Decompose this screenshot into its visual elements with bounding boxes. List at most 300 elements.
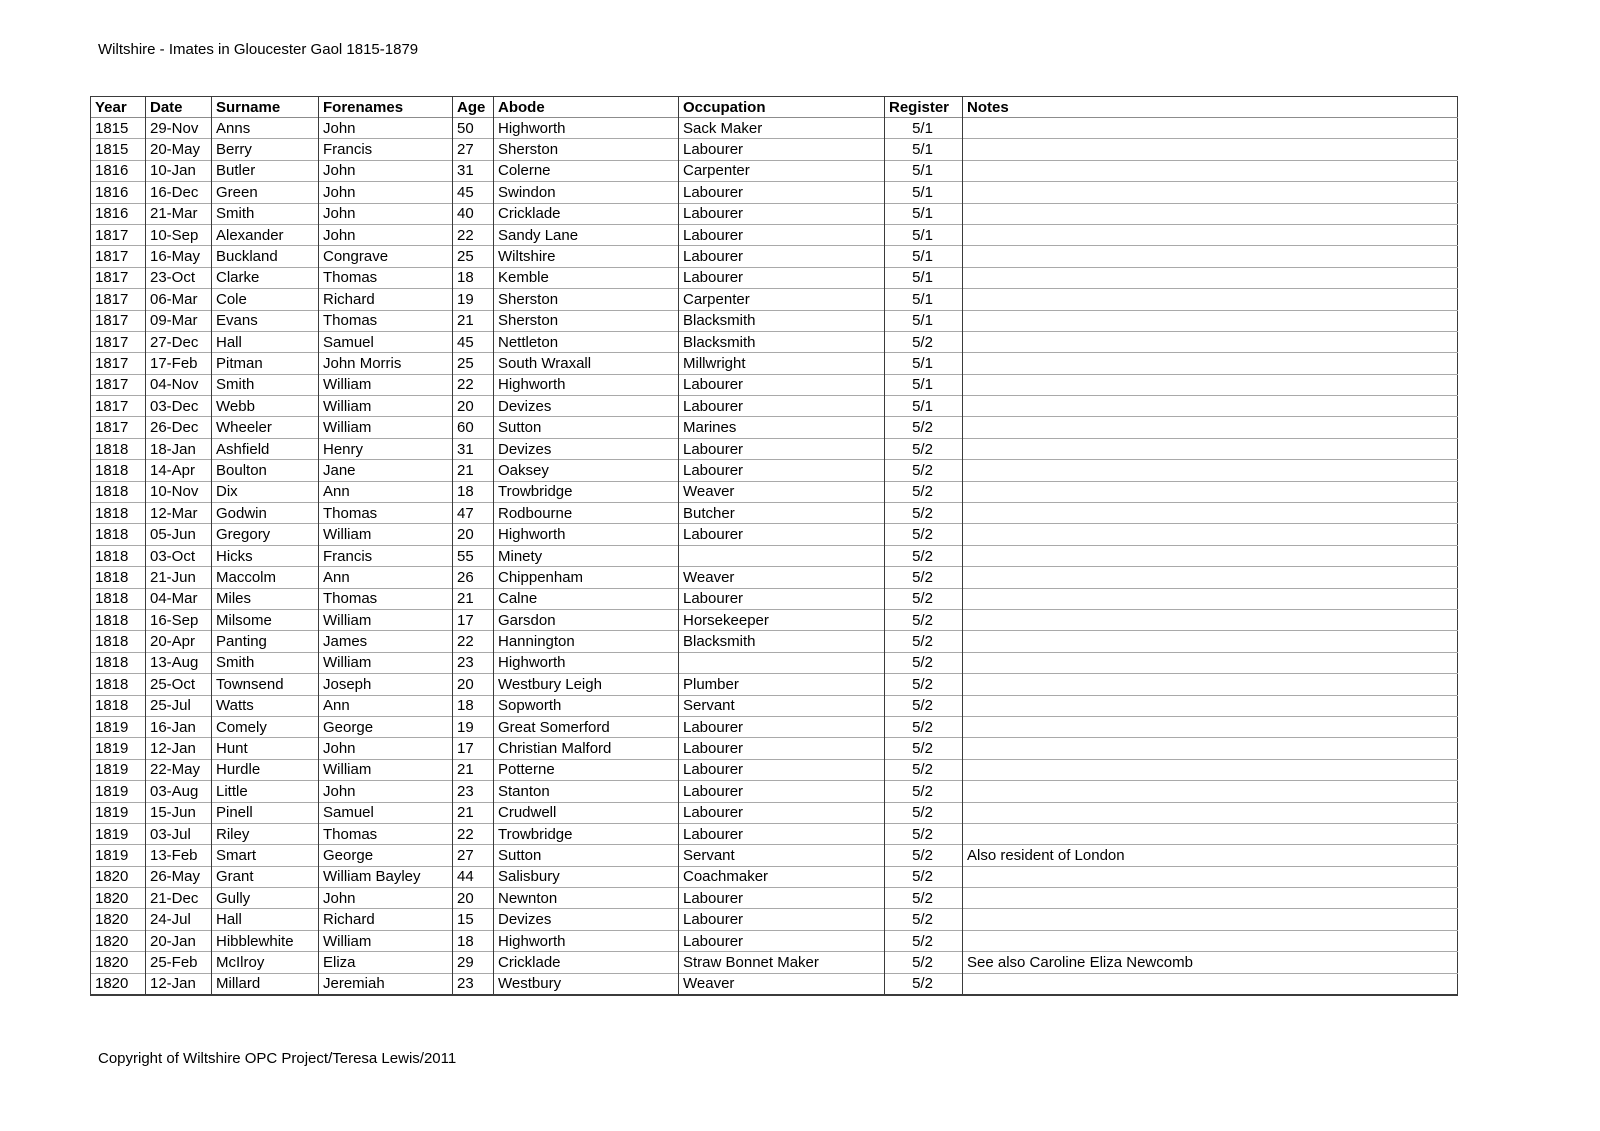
cell-date: 20-Apr [146, 631, 212, 652]
cell-abode: Highworth [494, 930, 679, 951]
cell-forenames: Ann [319, 695, 453, 716]
cell-notes [963, 267, 1458, 288]
cell-surname: Gully [212, 888, 319, 909]
column-header-age: Age [453, 97, 494, 118]
cell-year: 1817 [91, 417, 146, 438]
cell-abode: Highworth [494, 652, 679, 673]
cell-age: 21 [453, 588, 494, 609]
cell-forenames: William Bayley [319, 866, 453, 887]
column-header-year: Year [91, 97, 146, 118]
cell-age: 45 [453, 182, 494, 203]
cell-date: 24-Jul [146, 909, 212, 930]
cell-year: 1819 [91, 823, 146, 844]
cell-date: 04-Mar [146, 588, 212, 609]
cell-register: 5/2 [885, 823, 963, 844]
cell-abode: Sutton [494, 417, 679, 438]
cell-age: 23 [453, 781, 494, 802]
cell-register: 5/1 [885, 267, 963, 288]
cell-forenames: John [319, 224, 453, 245]
cell-abode: Highworth [494, 118, 679, 139]
cell-abode: Devizes [494, 396, 679, 417]
cell-register: 5/2 [885, 845, 963, 866]
column-header-date: Date [146, 97, 212, 118]
cell-age: 25 [453, 246, 494, 267]
cell-forenames: Francis [319, 545, 453, 566]
cell-forenames: Richard [319, 909, 453, 930]
cell-register: 5/1 [885, 203, 963, 224]
cell-abode: Sherston [494, 289, 679, 310]
cell-surname: Ashfield [212, 438, 319, 459]
cell-notes [963, 930, 1458, 951]
table-header [91, 97, 1458, 118]
cell-age: 22 [453, 374, 494, 395]
cell-register: 5/2 [885, 631, 963, 652]
cell-occupation: Straw Bonnet Maker [679, 952, 885, 973]
cell-surname: Maccolm [212, 567, 319, 588]
cell-age: 19 [453, 289, 494, 310]
cell-notes [963, 738, 1458, 759]
cell-date: 12-Mar [146, 503, 212, 524]
cell-occupation: Servant [679, 845, 885, 866]
cell-notes [963, 888, 1458, 909]
cell-date: 03-Dec [146, 396, 212, 417]
cell-forenames: Francis [319, 139, 453, 160]
cell-forenames: William [319, 930, 453, 951]
cell-surname: Green [212, 182, 319, 203]
cell-register: 5/2 [885, 952, 963, 973]
cell-year: 1817 [91, 396, 146, 417]
cell-age: 22 [453, 823, 494, 844]
cell-forenames: Samuel [319, 331, 453, 352]
column-header-forenames: Forenames [319, 97, 453, 118]
table-row [91, 567, 1458, 588]
cell-register: 5/2 [885, 866, 963, 887]
cell-occupation: Labourer [679, 909, 885, 930]
cell-age: 31 [453, 160, 494, 181]
cell-occupation: Labourer [679, 738, 885, 759]
cell-year: 1817 [91, 267, 146, 288]
cell-year: 1818 [91, 695, 146, 716]
cell-abode: Colerne [494, 160, 679, 181]
cell-date: 23-Oct [146, 267, 212, 288]
cell-occupation: Labourer [679, 182, 885, 203]
cell-occupation: Labourer [679, 438, 885, 459]
cell-age: 47 [453, 503, 494, 524]
cell-forenames: Thomas [319, 823, 453, 844]
cell-notes [963, 417, 1458, 438]
cell-surname: Hibblewhite [212, 930, 319, 951]
cell-age: 18 [453, 930, 494, 951]
table-row [91, 331, 1458, 352]
cell-surname: Anns [212, 118, 319, 139]
table-row [91, 460, 1458, 481]
cell-forenames: William [319, 417, 453, 438]
column-header-abode: Abode [494, 97, 679, 118]
column-header-notes: Notes [963, 97, 1458, 118]
inmates-table [90, 96, 1458, 996]
cell-year: 1817 [91, 224, 146, 245]
cell-year: 1820 [91, 930, 146, 951]
cell-abode: Swindon [494, 182, 679, 203]
cell-forenames: Thomas [319, 588, 453, 609]
cell-abode: Cricklade [494, 952, 679, 973]
cell-age: 50 [453, 118, 494, 139]
cell-notes [963, 652, 1458, 673]
cell-date: 03-Aug [146, 781, 212, 802]
cell-occupation: Labourer [679, 203, 885, 224]
table-row [91, 139, 1458, 160]
cell-date: 18-Jan [146, 438, 212, 459]
cell-year: 1818 [91, 545, 146, 566]
cell-occupation: Blacksmith [679, 310, 885, 331]
cell-notes: Also resident of London [963, 845, 1458, 866]
cell-surname: Wheeler [212, 417, 319, 438]
cell-register: 5/1 [885, 118, 963, 139]
cell-age: 18 [453, 481, 494, 502]
cell-register: 5/1 [885, 160, 963, 181]
cell-surname: Hicks [212, 545, 319, 566]
table-row [91, 866, 1458, 887]
cell-register: 5/2 [885, 417, 963, 438]
cell-year: 1818 [91, 631, 146, 652]
cell-occupation: Coachmaker [679, 866, 885, 887]
column-header-occupation: Occupation [679, 97, 885, 118]
cell-surname: Townsend [212, 674, 319, 695]
cell-register: 5/2 [885, 738, 963, 759]
cell-date: 12-Jan [146, 973, 212, 995]
cell-year: 1817 [91, 310, 146, 331]
cell-age: 45 [453, 331, 494, 352]
cell-forenames: John [319, 182, 453, 203]
cell-date: 25-Feb [146, 952, 212, 973]
cell-surname: Gregory [212, 524, 319, 545]
cell-date: 26-Dec [146, 417, 212, 438]
cell-surname: Smart [212, 845, 319, 866]
table-row [91, 909, 1458, 930]
table-row [91, 524, 1458, 545]
cell-age: 26 [453, 567, 494, 588]
cell-notes [963, 609, 1458, 630]
cell-notes [963, 524, 1458, 545]
cell-abode: Christian Malford [494, 738, 679, 759]
table-row [91, 481, 1458, 502]
cell-date: 06-Mar [146, 289, 212, 310]
cell-age: 17 [453, 738, 494, 759]
cell-age: 40 [453, 203, 494, 224]
cell-abode: Kemble [494, 267, 679, 288]
cell-age: 21 [453, 460, 494, 481]
cell-notes [963, 909, 1458, 930]
cell-date: 20-Jan [146, 930, 212, 951]
cell-notes [963, 139, 1458, 160]
cell-occupation: Labourer [679, 759, 885, 780]
cell-year: 1816 [91, 182, 146, 203]
cell-occupation: Carpenter [679, 160, 885, 181]
cell-surname: Dix [212, 481, 319, 502]
cell-year: 1819 [91, 781, 146, 802]
cell-date: 20-May [146, 139, 212, 160]
cell-forenames: William [319, 524, 453, 545]
cell-abode: Westbury Leigh [494, 674, 679, 695]
cell-register: 5/2 [885, 909, 963, 930]
cell-surname: Millard [212, 973, 319, 995]
cell-register: 5/2 [885, 674, 963, 695]
cell-notes [963, 716, 1458, 737]
cell-age: 18 [453, 695, 494, 716]
cell-age: 15 [453, 909, 494, 930]
table-body [91, 118, 1458, 996]
table-row [91, 503, 1458, 524]
cell-forenames: Thomas [319, 267, 453, 288]
cell-forenames: Jeremiah [319, 973, 453, 995]
table-row [91, 310, 1458, 331]
cell-forenames: Joseph [319, 674, 453, 695]
cell-date: 16-Sep [146, 609, 212, 630]
cell-year: 1820 [91, 909, 146, 930]
cell-year: 1815 [91, 139, 146, 160]
cell-abode: Devizes [494, 438, 679, 459]
cell-notes [963, 823, 1458, 844]
cell-surname: Godwin [212, 503, 319, 524]
cell-date: 27-Dec [146, 331, 212, 352]
cell-abode: South Wraxall [494, 353, 679, 374]
cell-surname: Hall [212, 909, 319, 930]
cell-year: 1818 [91, 652, 146, 673]
cell-surname: Pinell [212, 802, 319, 823]
cell-age: 20 [453, 396, 494, 417]
cell-year: 1820 [91, 973, 146, 995]
cell-notes [963, 246, 1458, 267]
cell-age: 21 [453, 310, 494, 331]
cell-notes [963, 781, 1458, 802]
table-row [91, 888, 1458, 909]
cell-year: 1817 [91, 374, 146, 395]
cell-register: 5/2 [885, 588, 963, 609]
cell-date: 13-Feb [146, 845, 212, 866]
cell-notes [963, 759, 1458, 780]
cell-year: 1818 [91, 588, 146, 609]
cell-age: 18 [453, 267, 494, 288]
cell-notes: See also Caroline Eliza Newcomb [963, 952, 1458, 973]
cell-age: 21 [453, 802, 494, 823]
cell-register: 5/1 [885, 374, 963, 395]
cell-occupation: Weaver [679, 973, 885, 995]
cell-occupation: Labourer [679, 930, 885, 951]
cell-occupation: Labourer [679, 781, 885, 802]
cell-date: 22-May [146, 759, 212, 780]
cell-register: 5/1 [885, 353, 963, 374]
cell-abode: Crudwell [494, 802, 679, 823]
table-row [91, 545, 1458, 566]
cell-abode: Hannington [494, 631, 679, 652]
cell-register: 5/2 [885, 888, 963, 909]
cell-date: 26-May [146, 866, 212, 887]
cell-age: 25 [453, 353, 494, 374]
table-row [91, 930, 1458, 951]
table-row [91, 160, 1458, 181]
table-row [91, 246, 1458, 267]
cell-surname: Smith [212, 203, 319, 224]
cell-year: 1820 [91, 888, 146, 909]
cell-occupation: Sack Maker [679, 118, 885, 139]
cell-register: 5/2 [885, 331, 963, 352]
cell-surname: Butler [212, 160, 319, 181]
table-row [91, 118, 1458, 139]
cell-date: 21-Jun [146, 567, 212, 588]
cell-abode: Sherston [494, 310, 679, 331]
cell-register: 5/1 [885, 310, 963, 331]
cell-surname: Little [212, 781, 319, 802]
cell-occupation: Labourer [679, 716, 885, 737]
table-row [91, 716, 1458, 737]
table-row [91, 738, 1458, 759]
cell-year: 1817 [91, 246, 146, 267]
cell-register: 5/2 [885, 524, 963, 545]
cell-register: 5/1 [885, 396, 963, 417]
cell-occupation [679, 652, 885, 673]
table-row [91, 588, 1458, 609]
cell-year: 1817 [91, 289, 146, 310]
table-row [91, 396, 1458, 417]
table-row [91, 695, 1458, 716]
cell-date: 05-Jun [146, 524, 212, 545]
table-row [91, 781, 1458, 802]
cell-date: 16-Jan [146, 716, 212, 737]
cell-date: 25-Oct [146, 674, 212, 695]
cell-forenames: John [319, 888, 453, 909]
cell-occupation: Labourer [679, 823, 885, 844]
cell-forenames: John [319, 781, 453, 802]
table-row [91, 759, 1458, 780]
table-row [91, 353, 1458, 374]
cell-forenames: John [319, 738, 453, 759]
cell-date: 10-Sep [146, 224, 212, 245]
cell-notes [963, 973, 1458, 995]
cell-occupation: Blacksmith [679, 631, 885, 652]
cell-register: 5/2 [885, 609, 963, 630]
cell-register: 5/2 [885, 460, 963, 481]
cell-date: 03-Oct [146, 545, 212, 566]
cell-abode: Rodbourne [494, 503, 679, 524]
cell-surname: Miles [212, 588, 319, 609]
cell-notes [963, 374, 1458, 395]
cell-notes [963, 289, 1458, 310]
cell-register: 5/2 [885, 481, 963, 502]
cell-notes [963, 396, 1458, 417]
cell-age: 21 [453, 759, 494, 780]
cell-surname: Hurdle [212, 759, 319, 780]
cell-date: 10-Nov [146, 481, 212, 502]
cell-date: 12-Jan [146, 738, 212, 759]
cell-surname: Alexander [212, 224, 319, 245]
cell-abode: Salisbury [494, 866, 679, 887]
cell-notes [963, 802, 1458, 823]
cell-abode: Calne [494, 588, 679, 609]
cell-forenames: William [319, 652, 453, 673]
cell-year: 1819 [91, 738, 146, 759]
cell-forenames: Thomas [319, 310, 453, 331]
cell-age: 22 [453, 631, 494, 652]
cell-notes [963, 331, 1458, 352]
cell-surname: Grant [212, 866, 319, 887]
table-header-row [91, 97, 1458, 118]
cell-occupation: Weaver [679, 481, 885, 502]
cell-surname: Riley [212, 823, 319, 844]
cell-year: 1818 [91, 609, 146, 630]
cell-notes [963, 631, 1458, 652]
cell-occupation: Labourer [679, 267, 885, 288]
cell-age: 17 [453, 609, 494, 630]
table-row [91, 289, 1458, 310]
cell-occupation: Labourer [679, 888, 885, 909]
cell-date: 16-Dec [146, 182, 212, 203]
cell-register: 5/2 [885, 652, 963, 673]
cell-year: 1818 [91, 503, 146, 524]
cell-year: 1816 [91, 203, 146, 224]
cell-abode: Westbury [494, 973, 679, 995]
cell-register: 5/2 [885, 802, 963, 823]
cell-abode: Chippenham [494, 567, 679, 588]
cell-forenames: William [319, 396, 453, 417]
cell-date: 03-Jul [146, 823, 212, 844]
cell-notes [963, 503, 1458, 524]
cell-abode: Nettleton [494, 331, 679, 352]
cell-surname: Watts [212, 695, 319, 716]
cell-year: 1819 [91, 845, 146, 866]
cell-age: 31 [453, 438, 494, 459]
cell-register: 5/1 [885, 224, 963, 245]
cell-forenames: Richard [319, 289, 453, 310]
column-header-surname: Surname [212, 97, 319, 118]
cell-surname: Milsome [212, 609, 319, 630]
cell-abode: Highworth [494, 524, 679, 545]
cell-register: 5/2 [885, 759, 963, 780]
cell-register: 5/2 [885, 695, 963, 716]
cell-notes [963, 160, 1458, 181]
cell-abode: Highworth [494, 374, 679, 395]
table-row [91, 652, 1458, 673]
cell-abode: Newnton [494, 888, 679, 909]
cell-surname: Boulton [212, 460, 319, 481]
cell-surname: Comely [212, 716, 319, 737]
cell-notes [963, 182, 1458, 203]
cell-date: 14-Apr [146, 460, 212, 481]
cell-year: 1817 [91, 331, 146, 352]
cell-occupation: Servant [679, 695, 885, 716]
cell-age: 20 [453, 674, 494, 695]
cell-register: 5/2 [885, 973, 963, 995]
cell-abode: Oaksey [494, 460, 679, 481]
cell-occupation: Blacksmith [679, 331, 885, 352]
cell-year: 1817 [91, 353, 146, 374]
cell-occupation: Millwright [679, 353, 885, 374]
cell-register: 5/2 [885, 716, 963, 737]
cell-date: 04-Nov [146, 374, 212, 395]
cell-age: 27 [453, 139, 494, 160]
cell-date: 21-Dec [146, 888, 212, 909]
cell-occupation: Labourer [679, 224, 885, 245]
cell-year: 1815 [91, 118, 146, 139]
cell-age: 55 [453, 545, 494, 566]
cell-forenames: Congrave [319, 246, 453, 267]
cell-abode: Stanton [494, 781, 679, 802]
table-row [91, 224, 1458, 245]
cell-notes [963, 353, 1458, 374]
cell-notes [963, 674, 1458, 695]
table-row [91, 374, 1458, 395]
cell-abode: Sopworth [494, 695, 679, 716]
cell-age: 20 [453, 888, 494, 909]
